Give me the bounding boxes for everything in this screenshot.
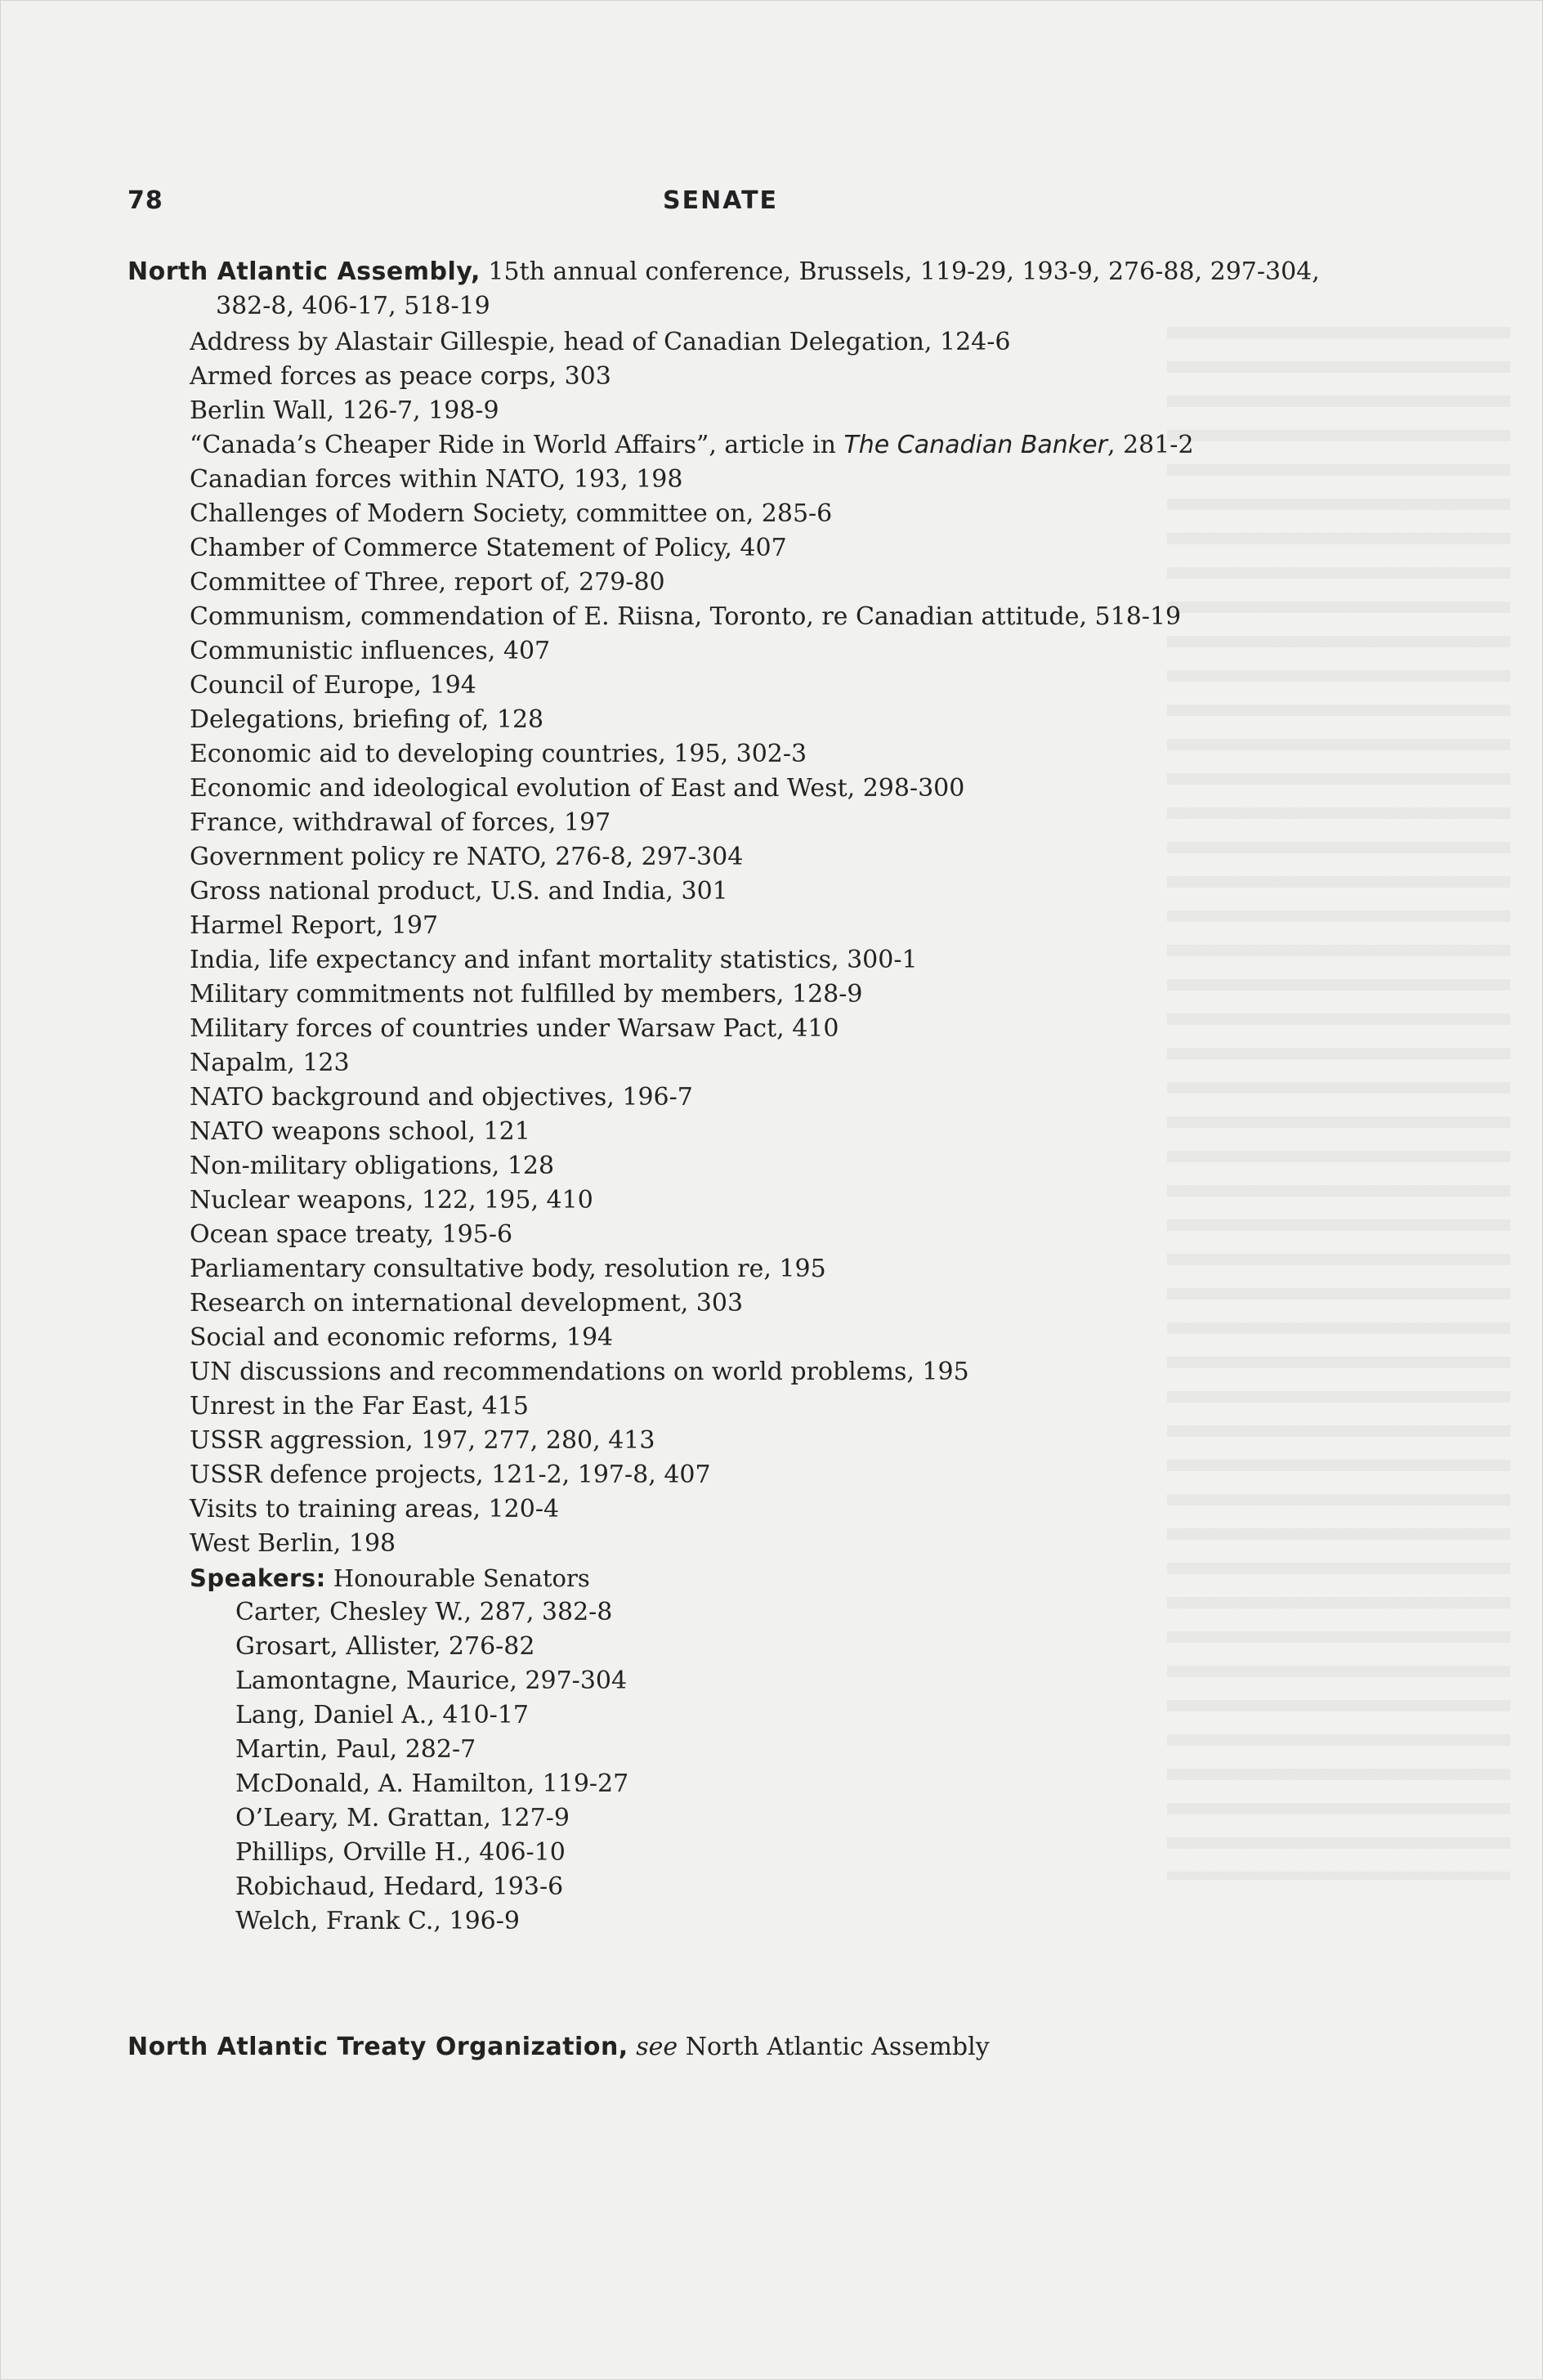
subentry: Committee of Three, report of, 279-80 (190, 568, 665, 597)
subentry: Canadian forces within NATO, 193, 198 (190, 465, 683, 494)
subentry: Chamber of Commerce Statement of Policy, 407 (190, 534, 787, 562)
speaker-item: Martin, Paul, 282-7 (235, 1735, 476, 1764)
speaker-item: Carter, Chesley W., 287, 382-8 (235, 1598, 613, 1626)
subentry: France, withdrawal of forces, 197 (190, 808, 611, 837)
subentry: Council of Europe, 194 (190, 671, 476, 700)
speaker-item: Lamontagne, Maurice, 297-304 (235, 1666, 628, 1695)
speaker-item: O’Leary, M. Grattan, 127-9 (235, 1804, 570, 1832)
subentry: Berlin Wall, 126-7, 198-9 (190, 396, 499, 425)
speaker-item: Phillips, Orville H., 406-10 (235, 1838, 566, 1867)
subentry: NATO background and objectives, 196-7 (190, 1083, 693, 1112)
speaker-list (190, 1595, 1399, 1939)
subentry: Armed forces as peace corps, 303 (190, 362, 611, 391)
subentry: West Berlin, 198 (190, 1529, 396, 1558)
speaker-item: McDonald, A. Hamilton, 119-27 (235, 1769, 629, 1798)
subentry: NATO weapons school, 121 (190, 1117, 530, 1146)
index-entry-nato (127, 2030, 990, 2065)
subentry: Napalm, 123 (190, 1049, 350, 1077)
entry-heading: North Atlantic Treaty Organization, (127, 2033, 628, 2061)
subentry: UN discussions and recommendations on world problems, 195 (190, 1358, 969, 1386)
see-target: North Atlantic Assembly (685, 2033, 990, 2061)
subentry: Parliamentary consultative body, resolution re, 195 (190, 1255, 826, 1283)
section-title: SENATE (663, 186, 779, 215)
subentry: Ocean space treaty, 195-6 (190, 1220, 513, 1249)
speakers-heading (190, 1561, 1399, 1595)
journal-title: The Canadian Banker (843, 431, 1107, 459)
subentry: “Canada’s Cheaper Ride in World Affairs”, article in The Canadian Banker, 281-2 (190, 431, 1194, 459)
subentry: USSR aggression, 197, 277, 280, 413 (190, 1426, 655, 1455)
subentry: Communism, commendation of E. Riisna, Toronto, re Canadian attitude, 518-19 (190, 602, 1182, 631)
subentry: Research on international development, 303 (190, 1289, 744, 1318)
speaker-item: Grosart, Allister, 276-82 (235, 1632, 535, 1661)
subentry: Address by Alastair Gillespie, head of Canadian Delegation, 124-6 (190, 328, 1011, 356)
speakers-label: Speakers: (190, 1564, 326, 1592)
subentry: Harmel Report, 197 (190, 911, 439, 940)
subentry: Non-military obligations, 128 (190, 1152, 555, 1180)
index-entry-north-atlantic-assembly (127, 255, 1402, 324)
subentry: India, life expectancy and infant mortality statistics, 300-1 (190, 946, 918, 974)
subentry: Gross national product, U.S. and India, 301 (190, 877, 728, 906)
page-number: 78 (127, 186, 163, 215)
speakers-suffix: Honourable Senators (325, 1564, 590, 1592)
speakers-block (190, 1561, 1399, 1939)
subentry: Delegations, briefing of, 128 (190, 705, 544, 734)
speaker-item: Lang, Daniel A., 410-17 (235, 1701, 529, 1729)
entry-text: 15th annual conference, Brussels, 119-29, 193-9, 276-88, 297-304, (480, 257, 1320, 286)
speaker-item: Robichaud, Hedard, 193-6 (235, 1872, 564, 1901)
page-header (127, 186, 1394, 219)
entry-first-line (127, 255, 1402, 289)
subentry: Military commitments not fulfilled by members, 128-9 (190, 980, 863, 1009)
subentry: Unrest in the Far East, 415 (190, 1392, 529, 1420)
entry-heading: North Atlantic Assembly, (127, 257, 481, 286)
subentry: Communistic influences, 407 (190, 637, 551, 665)
subentry-list (190, 325, 1399, 1939)
subentry: Economic aid to developing countries, 195, 302-3 (190, 740, 807, 768)
subentry: Challenges of Modern Society, committee on, 285-6 (190, 499, 833, 528)
subentry: USSR defence projects, 121-2, 197-8, 407 (190, 1461, 711, 1489)
entry-continuation: 382-8, 406-17, 518-19 (216, 292, 490, 320)
subentry: Economic and ideological evolution of East and West, 298-300 (190, 774, 965, 803)
subentry: Government policy re NATO, 276-8, 297-304 (190, 843, 744, 871)
subentry: Visits to training areas, 120-4 (190, 1495, 560, 1523)
subentry: Military forces of countries under Warsaw Pact, 410 (190, 1014, 839, 1043)
subentry: Social and economic reforms, 194 (190, 1323, 614, 1352)
subentry: Nuclear weapons, 122, 195, 410 (190, 1186, 593, 1215)
see-reference: see (636, 2033, 678, 2061)
speaker-item: Welch, Frank C., 196-9 (235, 1907, 520, 1935)
